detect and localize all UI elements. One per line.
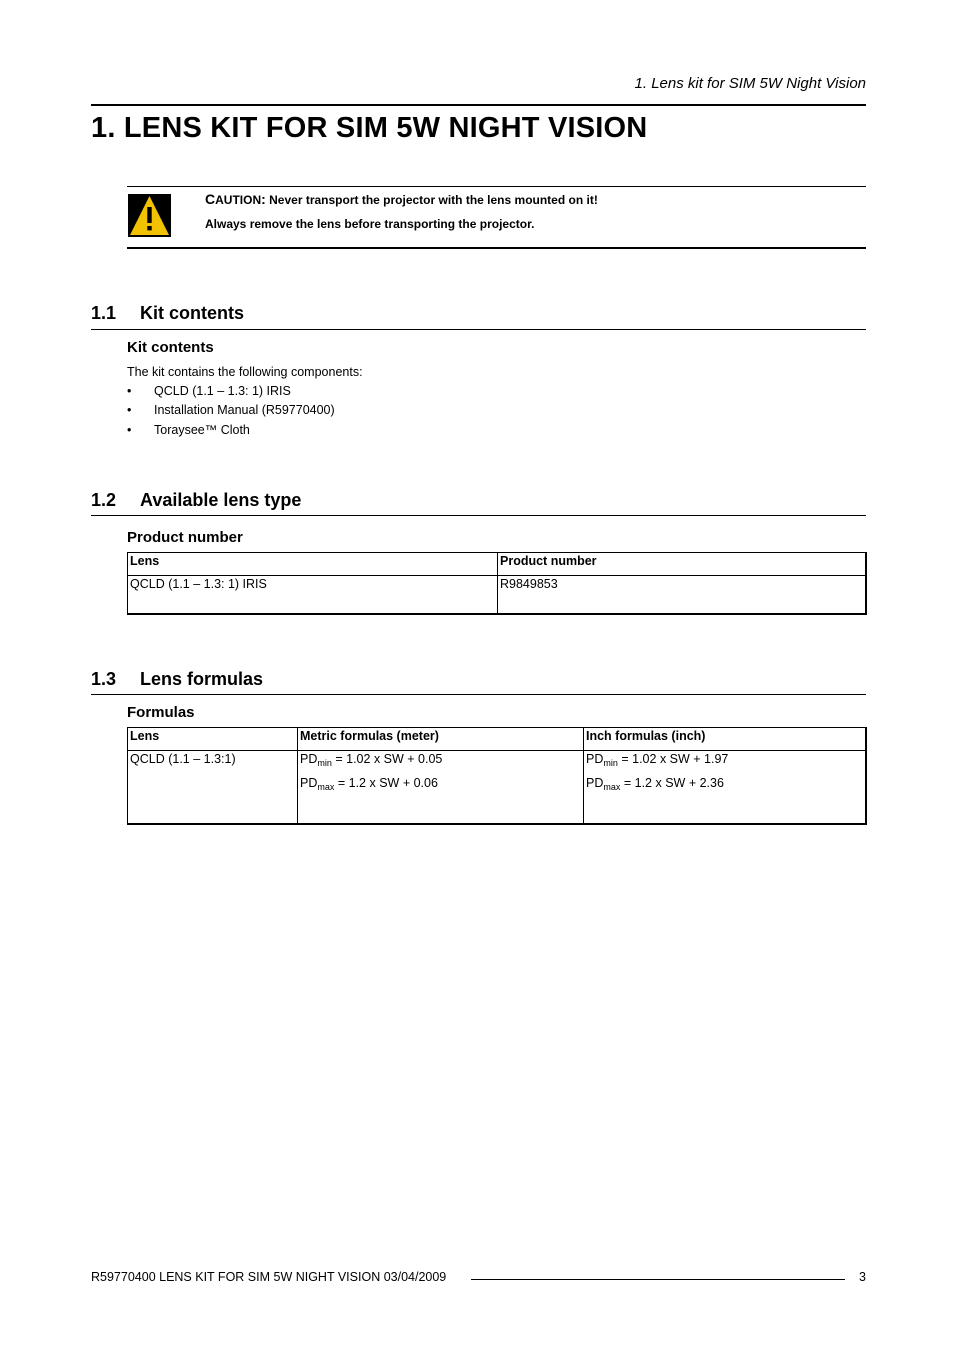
list-item [127,384,291,398]
formula-symbol: PD [586,752,604,766]
list-item-text: Installation Manual (R59770400) [154,403,335,417]
caution-label-rest: AUTION [215,193,262,207]
table-cell-inch [584,751,867,824]
table-header-row [128,553,867,576]
table-cell-metric [298,751,584,824]
formula-expression: = 1.2 x SW + 0.06 [334,776,438,790]
footer-document-info: R59770400 LENS KIT FOR SIM 5W NIGHT VISION 03/04/2009 [91,1270,447,1284]
caution-label-colon: : [261,191,266,207]
bullet-symbol: • [127,403,132,417]
bullet-symbol: • [127,423,132,437]
section-title: Lens formulas [140,669,264,689]
caution-label-initial: C [205,191,216,207]
section-heading-available-lens-type [91,490,301,511]
column-header-lens: Lens [128,728,298,751]
section-rule [91,515,866,516]
formula-metric-max [300,776,581,792]
subheading-formulas: Formulas [127,704,195,721]
subheading-product-number: Product number [127,529,243,546]
bullet-symbol: • [127,384,132,398]
section-title: Kit contents [140,303,245,323]
column-header-lens: Lens [128,553,498,576]
kit-intro: The kit contains the following components: [127,365,363,379]
caution-message [205,191,598,207]
column-header-metric: Metric formulas (meter) [298,728,584,751]
formula-symbol: PD [586,776,604,790]
section-number: 1.2 [91,490,117,510]
column-header-inch: Inch formulas (inch) [584,728,867,751]
table-header-row [128,728,867,751]
table-row [128,576,867,614]
formula-symbol: PD [300,752,318,766]
table-row [128,751,867,824]
warning-triangle-icon [128,194,171,237]
section-rule [91,329,866,330]
chapter-title [91,112,647,145]
formula-inch-min [586,752,863,768]
formula-subscript: min [317,758,332,768]
section-number: 1.3 [91,669,117,689]
formulas-table [127,727,867,825]
formula-metric-min [300,752,581,768]
section-title: Available lens type [140,490,302,510]
section-heading-lens-formulas [91,669,263,690]
header-rule [91,104,866,106]
formula-subscript: max [603,782,621,792]
formula-expression: = 1.2 x SW + 2.36 [620,776,724,790]
list-item-text: QCLD (1.1 – 1.3: 1) IRIS [154,384,291,398]
chapter-title-text: LENS KIT FOR SIM 5W NIGHT VISION [123,112,648,144]
running-header: 1. Lens kit for SIM 5W Night Vision [634,75,866,92]
chapter-number: 1. [91,112,116,144]
caution-line1: Never transport the projector with the lens mounted on it! [269,193,598,207]
list-item [127,403,335,417]
list-item [127,423,250,437]
formula-expression: = 1.02 x SW + 1.97 [617,752,729,766]
formula-symbol: PD [300,776,318,790]
formula-inch-max [586,776,863,792]
column-header-product-number: Product number [498,553,867,576]
table-cell-lens: QCLD (1.1 – 1.3: 1) IRIS [128,576,498,614]
section-rule [91,694,866,695]
formula-subscript: max [317,782,335,792]
section-heading-kit-contents [91,303,244,324]
page-number: 3 [859,1270,866,1284]
section-number: 1.1 [91,303,117,323]
table-cell-product-number: R9849853 [498,576,867,614]
caution-top-rule [127,186,866,187]
product-number-table [127,552,867,615]
caution-line2: Always remove the lens before transporting the projector. [205,217,535,231]
formula-expression: = 1.02 x SW + 0.05 [331,752,443,766]
subheading-kit-contents: Kit contents [127,339,214,356]
table-cell-lens: QCLD (1.1 – 1.3:1) [128,751,298,824]
formula-subscript: min [603,758,618,768]
caution-bottom-rule [127,247,866,249]
list-item-text: Toraysee™ Cloth [154,423,250,437]
footer-rule [471,1279,845,1280]
